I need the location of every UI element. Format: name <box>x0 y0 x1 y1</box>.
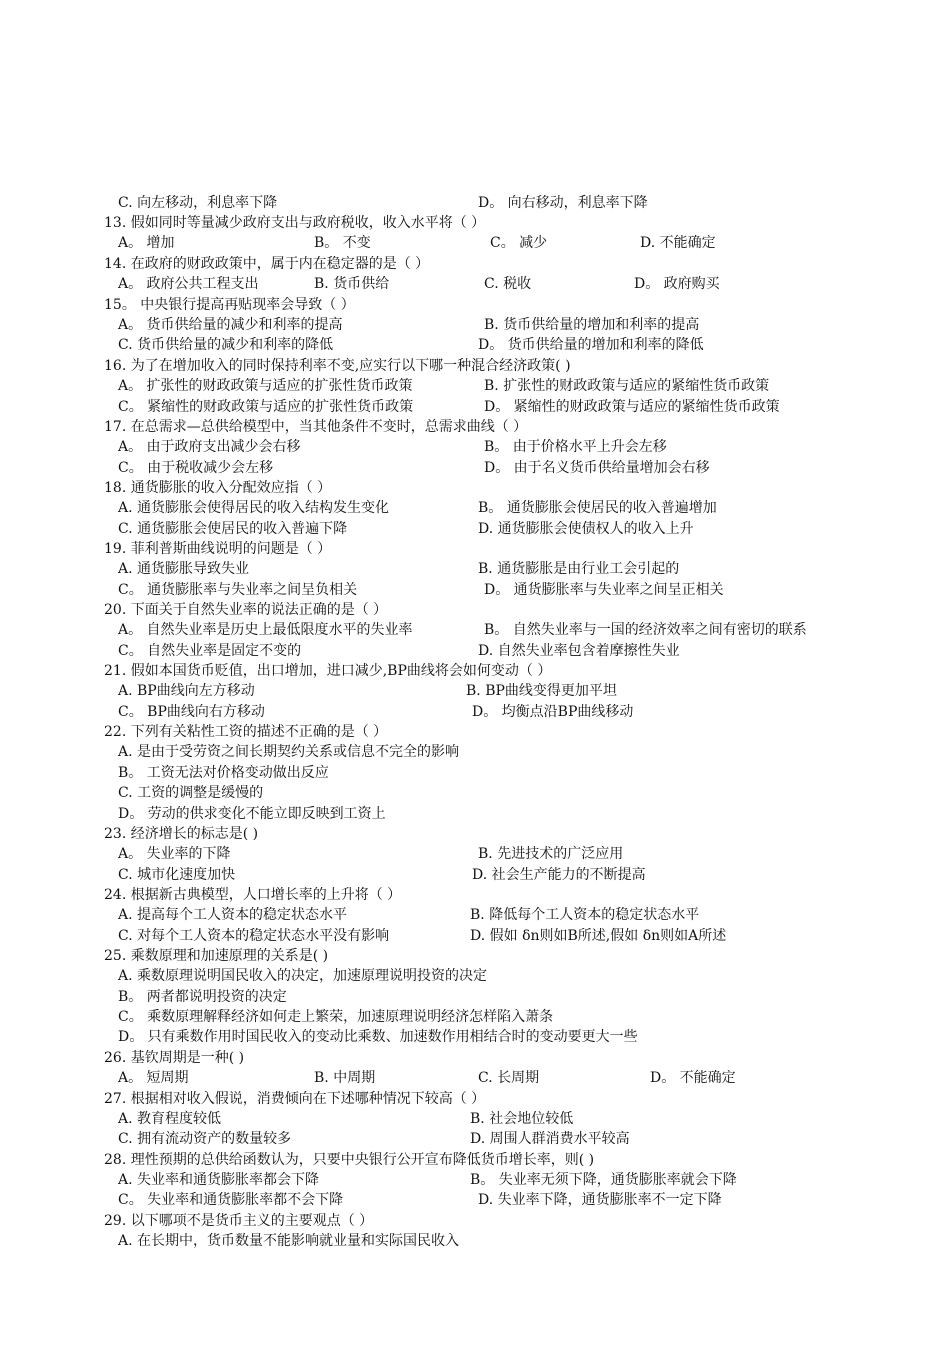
option-a: A. 提高每个工人资本的稳定状态水平 <box>118 907 348 923</box>
option-c: C. 向左移动，利息率下降 <box>118 195 278 211</box>
question-stem: 29. 以下哪项不是货币主义的主要观点（ ） <box>104 1213 374 1229</box>
option-b: B。 由于价格水平上升会左移 <box>484 439 667 455</box>
option-d: D. 自然失业率包含着摩擦性失业 <box>478 643 680 659</box>
option-b: B. 中周期 <box>314 1070 376 1086</box>
option-a: A. 是由于受劳资之间长期契约关系或信息不完全的影响 <box>118 744 460 760</box>
option-d: D。 货币供给量的增加和利率的降低 <box>478 337 704 353</box>
option-c: C. 工资的调整是缓慢的 <box>118 785 264 801</box>
option-d: D。 通货膨胀率与失业率之间呈正相关 <box>484 582 724 598</box>
option-a: A。 增加 <box>118 235 175 251</box>
option-c: C。 自然失业率是固定不变的 <box>118 643 302 659</box>
option-a: A。 政府公共工程支出 <box>118 276 259 292</box>
option-a: A. BP曲线向左方移动 <box>118 683 255 699</box>
question-stem: 18. 通货膨胀的收入分配效应指（ ） <box>104 480 332 496</box>
question-stem: 26. 基钦周期是一种( ) <box>104 1050 245 1066</box>
option-c: C。 乘数原理解释经济如何走上繁荣，加速原理说明经济怎样陷入萧条 <box>118 1009 554 1025</box>
option-b: B. BP曲线变得更加平坦 <box>466 683 617 699</box>
option-b: B。 通货膨胀会使居民的收入普遍增加 <box>478 500 717 516</box>
option-a: A。 失业率的下降 <box>118 846 231 862</box>
option-b: B. 先进技术的广泛应用 <box>478 846 624 862</box>
option-c: C. 对每个工人资本的稳定状态水平没有影响 <box>118 928 390 944</box>
option-a: A. 通货膨胀导致失业 <box>118 561 250 577</box>
question-stem: 19. 菲利普斯曲线说明的问题是（ ） <box>104 541 332 557</box>
option-d: D。 只有乘数作用时国民收入的变动比乘数、加速数作用相结合时的变动要更大一些 <box>118 1029 638 1045</box>
option-c: C. 拥有流动资产的数量较多 <box>118 1131 292 1147</box>
question-stem: 22. 下列有关粘性工资的描述不正确的是（ ） <box>104 724 388 740</box>
question-stem: 21. 假如本国货币贬值，出口增加，进口减少,BP曲线将会如何变动（ ） <box>104 663 552 679</box>
question-stem: 28. 理性预期的总供给函数认为，只要中央银行公开宣布降低货币增长率，则( ) <box>104 1152 595 1168</box>
option-a: A. 通货膨胀会使得居民的收入结构发生变化 <box>118 500 390 516</box>
option-a: A。 扩张性的财政政策与适应的扩张性货币政策 <box>118 378 413 394</box>
option-c: C. 城市化速度加快 <box>118 867 236 883</box>
option-d: D。 紧缩性的财政政策与适应的紧缩性货币政策 <box>484 399 780 415</box>
option-b: B. 扩张性的财政政策与适应的紧缩性货币政策 <box>484 378 770 394</box>
option-d: D. 周围人群消费水平较高 <box>470 1131 630 1147</box>
option-a: A. 在长期中，货币数量不能影响就业量和实际国民收入 <box>118 1233 460 1249</box>
option-c: C。 由于税收减少会左移 <box>118 460 274 476</box>
option-a: A. 失业率和通货膨胀率都会下降 <box>118 1172 320 1188</box>
option-c: C. 税收 <box>484 276 532 292</box>
question-stem: 20. 下面关于自然失业率的说法正确的是（ ） <box>104 602 388 618</box>
option-b: B. 通货膨胀是由行业工会引起的 <box>478 561 680 577</box>
question-stem: 27. 根据相对收入假说，消费倾向在下述哪种情况下较高（ ） <box>104 1091 486 1107</box>
question-stem: 24. 根据新古典模型，人口增长率的上升将（ ） <box>104 887 402 903</box>
option-d: D。 政府购买 <box>634 276 720 292</box>
option-b: B. 社会地位较低 <box>470 1111 574 1127</box>
option-b: B。 自然失业率与一国的经济效率之间有密切的联系 <box>484 622 807 638</box>
option-d: D。 劳动的供求变化不能立即反映到工资上 <box>118 806 386 822</box>
option-a: A。 短周期 <box>118 1070 189 1086</box>
option-b: B。 工资无法对价格变动做出反应 <box>118 765 329 781</box>
option-c: C. 长周期 <box>478 1070 540 1086</box>
option-b: B。 不变 <box>314 235 371 251</box>
option-d: D. 假如 δn则如B所述,假如 δn则如A所述 <box>470 928 727 944</box>
option-b: B. 降低每个工人资本的稳定状态水平 <box>470 907 700 923</box>
option-c: C。 BP曲线向右方移动 <box>118 704 265 720</box>
question-stem: 25. 乘数原理和加速原理的关系是( ) <box>104 948 329 964</box>
question-stem: 16. 为了在增加收入的同时保持利率不变,应实行以下哪一种混合经济政策( ) <box>104 358 571 374</box>
question-stem: 15。 中央银行提高再贴现率会导致（ ） <box>104 297 355 313</box>
option-a: A。 自然失业率是历史上最低限度水平的失业率 <box>118 622 413 638</box>
option-b: B. 货币供给量的增加和利率的提高 <box>484 317 700 333</box>
option-a: A。 货币供给量的减少和利率的提高 <box>118 317 343 333</box>
option-b: B。 两者都说明投资的决定 <box>118 989 287 1005</box>
option-d: D. 失业率下降，通货膨胀率不一定下降 <box>478 1192 722 1208</box>
option-c: C。 紧缩性的财政政策与适应的扩张性货币政策 <box>118 399 414 415</box>
option-d: D。 由于名义货币供给量增加会右移 <box>484 460 710 476</box>
question-stem: 23. 经济增长的标志是( ) <box>104 826 259 842</box>
question-stem: 14. 在政府的财政政策中，属于内在稳定器的是（ ） <box>104 256 430 272</box>
option-d: D。 均衡点沿BP曲线移动 <box>472 704 634 720</box>
option-d: D。 向右移动，利息率下降 <box>478 195 648 211</box>
option-a: A. 乘数原理说明国民收入的决定，加速原理说明投资的决定 <box>118 968 488 984</box>
option-b: B。 失业率无须下降，通货膨胀率就会下降 <box>470 1172 737 1188</box>
option-c: C。 失业率和通货膨胀率都不会下降 <box>118 1192 344 1208</box>
option-a: A. 教育程度较低 <box>118 1111 222 1127</box>
option-b: B. 货币供给 <box>314 276 390 292</box>
option-c: C. 通货膨胀会使居民的收入普遍下降 <box>118 521 348 537</box>
option-d: D。 不能确定 <box>650 1070 736 1086</box>
option-c: C。 减少 <box>490 235 548 251</box>
question-stem: 17. 在总需求—总供给模型中，当其他条件不变时，总需求曲线（ ） <box>104 419 528 435</box>
option-a: A。 由于政府支出减少会右移 <box>118 439 301 455</box>
option-c: C。 通货膨胀率与失业率之间呈负相关 <box>118 582 358 598</box>
question-stem: 13. 假如同时等量减少政府支出与政府税收，收入水平将（ ） <box>104 215 486 231</box>
option-d: D. 社会生产能力的不断提高 <box>472 867 646 883</box>
option-d: D. 通货膨胀会使债权人的收入上升 <box>478 521 694 537</box>
option-c: C. 货币供给量的减少和利率的降低 <box>118 337 334 353</box>
option-d: D. 不能确定 <box>640 235 716 251</box>
